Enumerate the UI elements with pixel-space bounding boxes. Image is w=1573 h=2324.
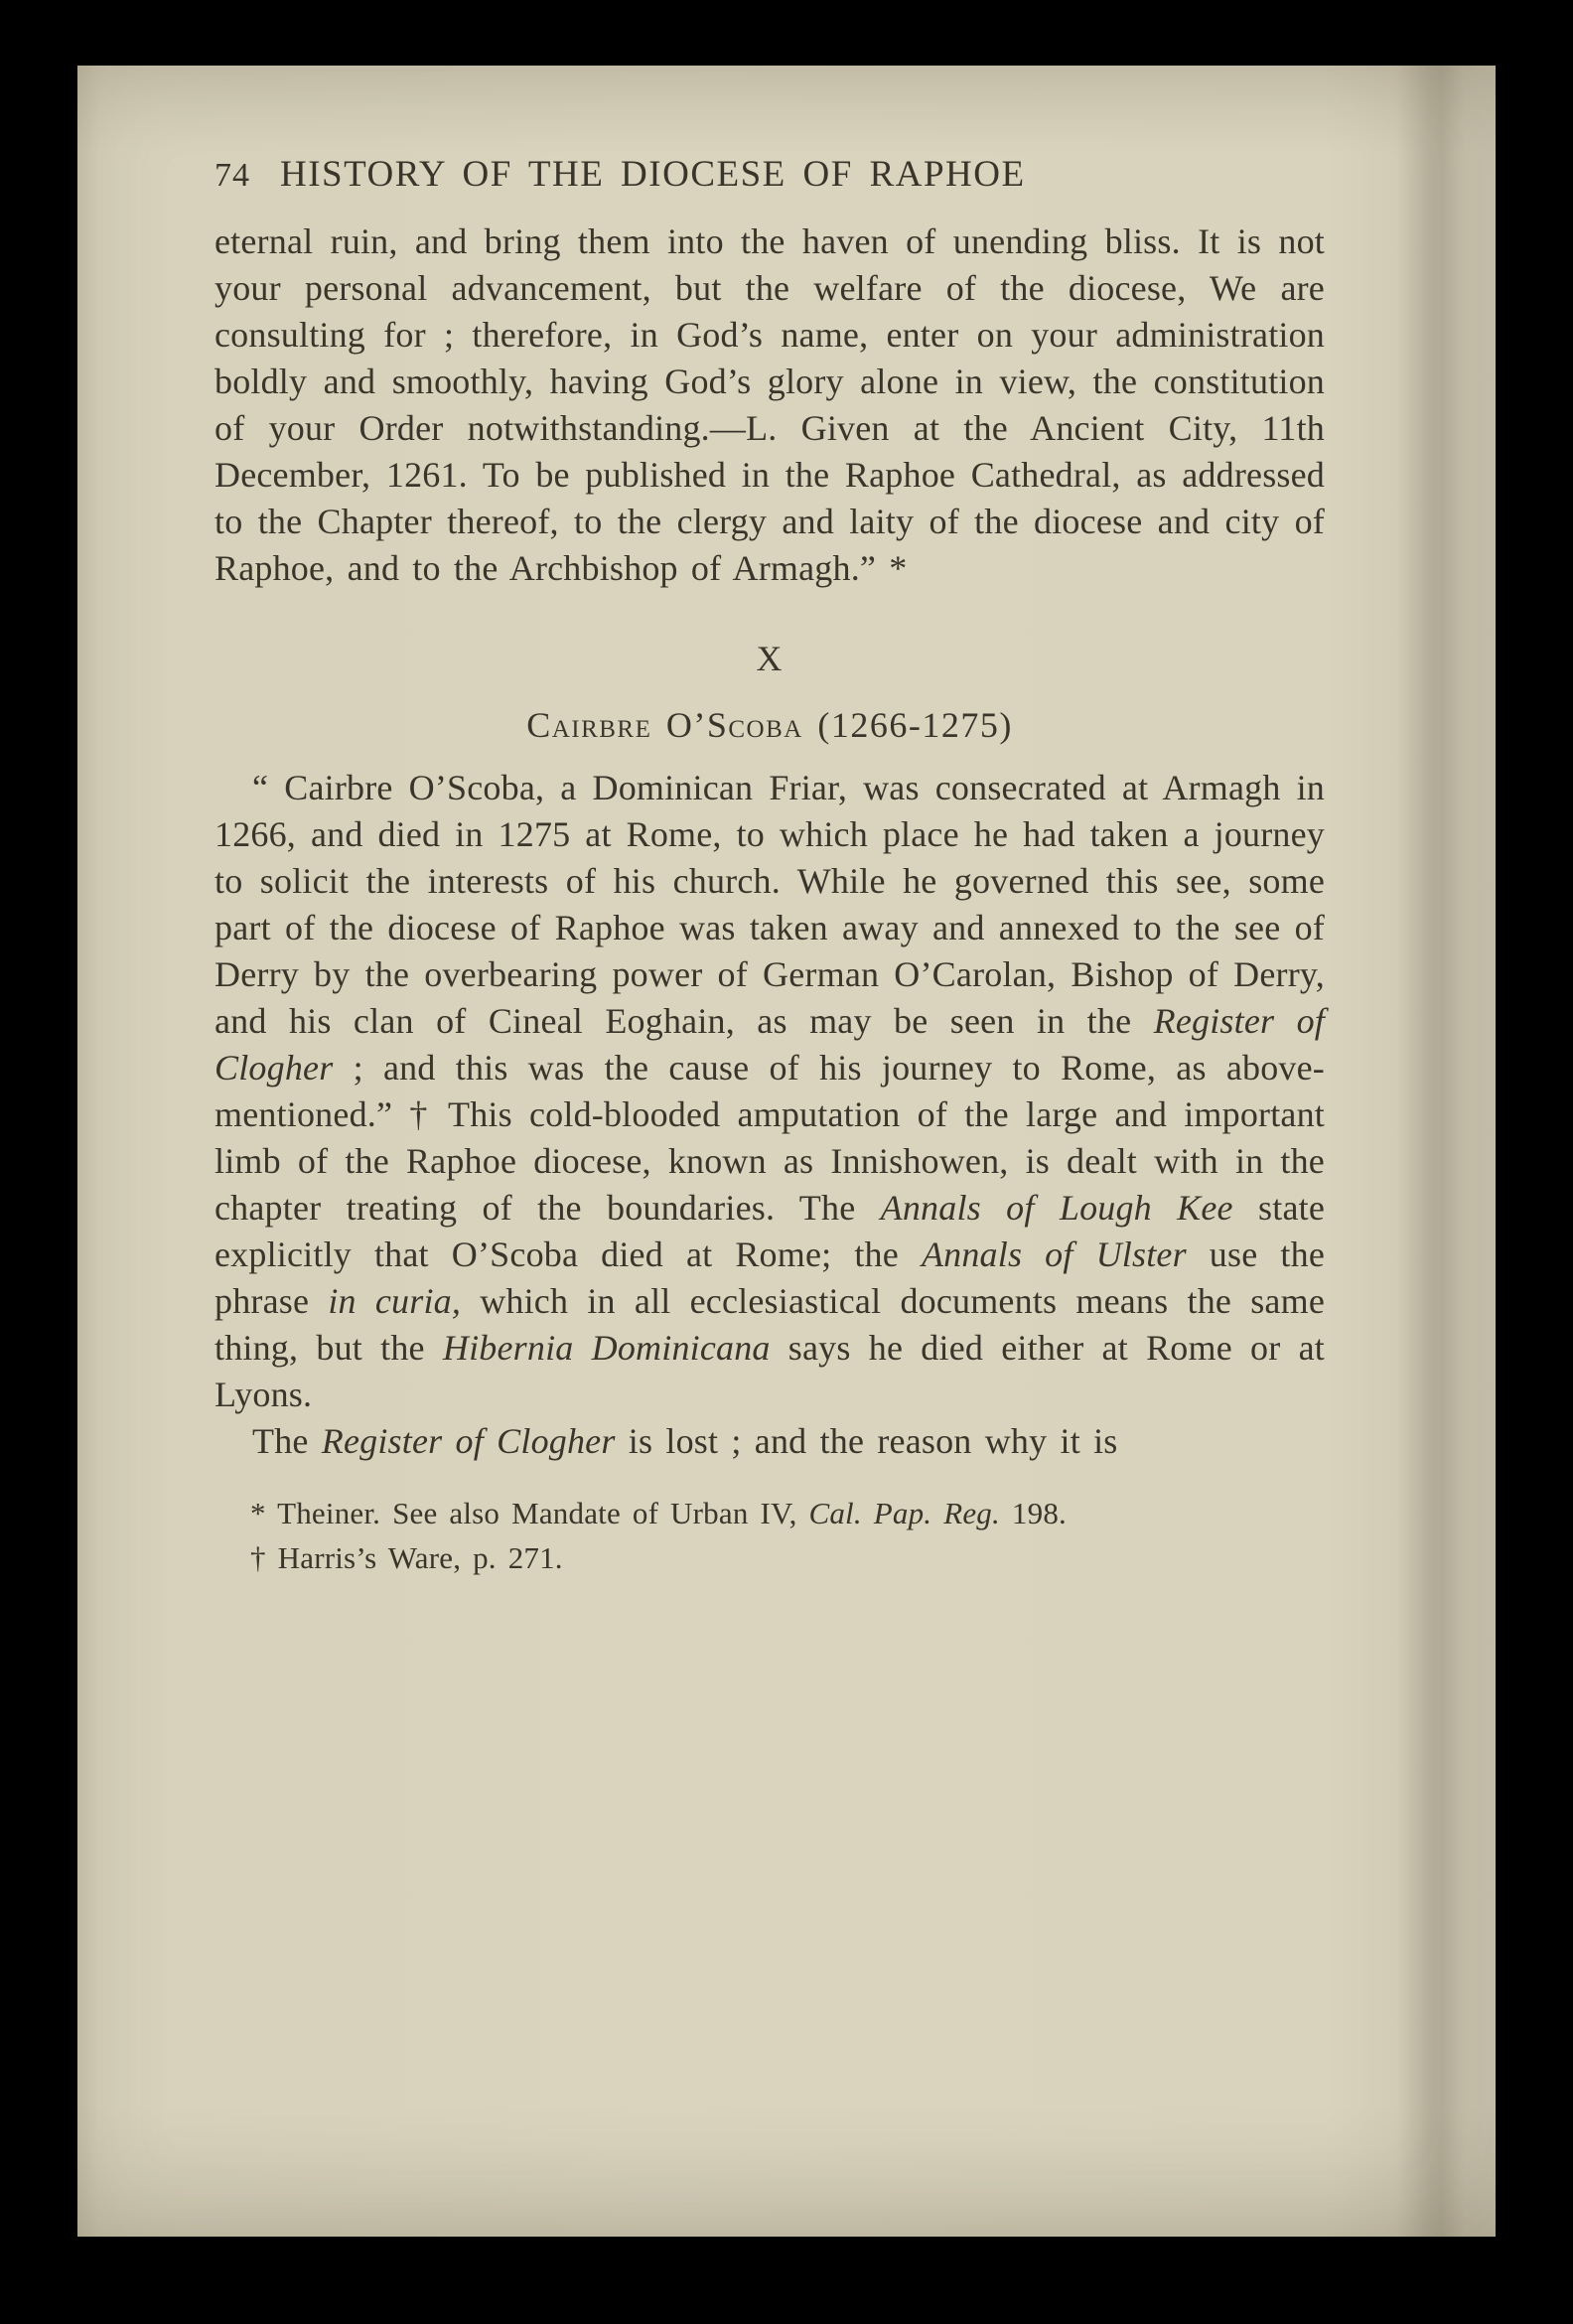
paragraph-register: The Register of Clogher is lost ; and the reason why it is: [252, 1421, 1118, 1461]
chapter-heading: Cairbre O’Scoba (1266-1275): [526, 705, 1013, 745]
footnote-theiner: * Theiner. See also Mandate of Urban IV, Cal. Pap. Reg. 198.: [250, 1496, 1067, 1530]
paragraph-papal-letter: eternal ruin, and bring them into the haven of unending bliss. It is not your personal advancement, but the welfare of the diocese, We are consulting for ; therefore, in God’s name, enter on your administration boldly and smoothly, having God’s glory alone in view, the constitution of your Order notwithstanding.—L. Given at the Ancient City, 11th December, 1261. To be published in the Raphoe Cathedral, as addressed to the Chapter thereof, to the clergy and laity of the diocese and city of Raphoe, and to the Archbishop of Armagh.” *: [214, 221, 1325, 588]
footnotes: [214, 1491, 1325, 1580]
text-block: [214, 218, 1325, 1580]
book-page: [77, 66, 1496, 2237]
footnote-harris: † Harris’s Ware, p. 271.: [250, 1540, 563, 1575]
chapter-number: X: [756, 639, 784, 678]
paragraph-oscoba: “ Cairbre O’Scoba, a Dominican Friar, was consecrated at Armagh in 1266, and died in 1275 at Rome, to which place he had taken a journey to solicit the interests of his church. While he governed this see, some part of the diocese of Raphoe was taken away and annexed to the see of Derry by the overbearing power of German O’Carolan, Bishop of Derry, and his clan of Cineal Eoghain, as may be seen in the Register of Clogher ; and this was the cause of his journey to Rome, as above-mentioned.” † This cold-blooded amputation of the large and important limb of the Raphoe diocese, known as Innishowen, is dealt with in the chapter treating of the boundaries. The Annals of Lough Kee state explicitly that O’Scoba died at Rome; the Annals of Ulster use the phrase in curia, which in all ecclesiastical documents means the same thing, but the Hibernia Dominicana says he died either at Rome or at Lyons.: [214, 768, 1326, 1414]
page-number: 74: [214, 157, 250, 194]
running-title: HISTORY OF THE DIOCESE OF RAPHOE: [280, 154, 1026, 195]
page-header: [214, 153, 1325, 196]
